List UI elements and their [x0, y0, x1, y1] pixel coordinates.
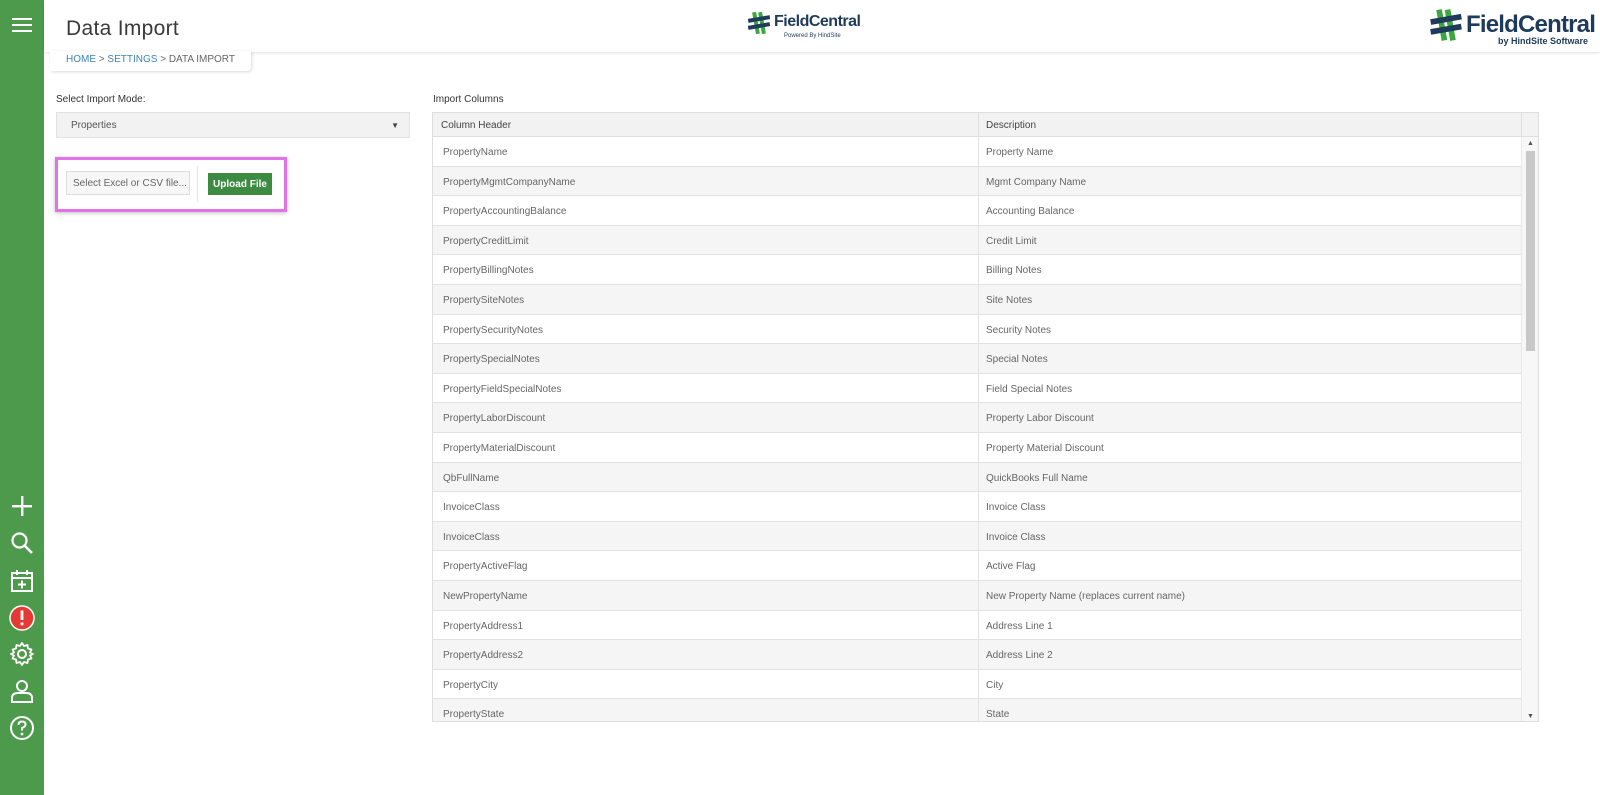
cell-description: Site Notes — [986, 294, 1033, 306]
cell-divider — [978, 226, 979, 255]
cell-description: Address Line 2 — [986, 650, 1053, 662]
sidebar — [0, 0, 44, 795]
cell-column-header: PropertyLaborDiscount — [443, 413, 546, 425]
table-row[interactable] — [433, 226, 1521, 256]
table-row[interactable] — [433, 640, 1521, 670]
cell-column-header: PropertyFieldSpecialNotes — [443, 383, 562, 395]
import-columns-label: Import Columns — [433, 94, 504, 105]
table-row[interactable] — [433, 374, 1521, 404]
profile-button[interactable] — [8, 677, 36, 705]
caret-down-icon: ▼ — [391, 121, 399, 130]
schedule-button[interactable] — [8, 567, 36, 595]
cell-column-header: InvoiceClass — [443, 531, 500, 543]
breadcrumb-separator: > — [98, 54, 105, 65]
cell-divider — [978, 137, 979, 166]
cell-description: Property Material Discount — [986, 442, 1104, 454]
table-row[interactable] — [433, 433, 1521, 463]
upload-divider — [197, 166, 198, 202]
user-icon — [9, 678, 35, 704]
cell-description: Field Special Notes — [986, 383, 1073, 395]
cell-column-header: PropertyMaterialDiscount — [443, 442, 556, 454]
alerts-button[interactable] — [8, 604, 36, 632]
logo-right-tagline: by HindSite Software — [1498, 36, 1589, 46]
cell-description: Accounting Balance — [986, 206, 1075, 218]
cell-description: Active Flag — [986, 561, 1036, 573]
import-columns-table — [432, 112, 1539, 722]
fieldcentral-logo-icon — [748, 11, 770, 35]
cell-description: Invoice Class — [986, 531, 1046, 543]
gear-icon — [9, 641, 35, 667]
cell-divider — [978, 315, 979, 344]
cell-column-header: PropertySpecialNotes — [443, 354, 540, 366]
column-header-heading[interactable]: Column Header — [441, 120, 512, 131]
page-title: Data Import — [66, 17, 180, 40]
breadcrumb-separator: > — [160, 54, 167, 65]
table-row[interactable] — [433, 196, 1521, 226]
table-row[interactable] — [433, 344, 1521, 374]
search-button[interactable] — [8, 529, 36, 557]
scroll-up-arrow-icon[interactable]: ▲ — [1527, 140, 1534, 147]
table-row[interactable] — [433, 255, 1521, 285]
menu-button[interactable] — [8, 11, 36, 39]
cell-divider — [978, 196, 979, 225]
cell-column-header: PropertyAddress2 — [443, 650, 524, 662]
cell-divider — [978, 670, 979, 699]
table-row[interactable] — [433, 522, 1521, 552]
cell-divider — [978, 699, 979, 722]
import-mode-value: Properties — [71, 120, 117, 131]
import-mode-select[interactable] — [56, 112, 410, 138]
cell-column-header: PropertySiteNotes — [443, 294, 525, 306]
cell-description: Security Notes — [986, 324, 1052, 336]
table-row[interactable] — [433, 315, 1521, 345]
logo-right-name: FieldCentral — [1466, 11, 1596, 38]
table-row[interactable] — [433, 551, 1521, 581]
cell-divider — [978, 611, 979, 640]
cell-column-header: PropertyState — [443, 709, 505, 721]
file-select-input[interactable]: Select Excel or CSV file... — [66, 171, 190, 195]
cell-description: Mgmt Company Name — [986, 176, 1087, 188]
logo-center-name: FieldCentral — [774, 13, 861, 30]
cell-divider — [978, 374, 979, 403]
cell-divider — [978, 344, 979, 373]
cell-column-header: PropertyActiveFlag — [443, 561, 528, 573]
table-row[interactable] — [433, 463, 1521, 493]
help-button[interactable] — [8, 714, 36, 742]
cell-divider — [978, 167, 979, 196]
logo-center-tagline: Powered By HindSite — [784, 33, 841, 39]
table-row[interactable] — [433, 403, 1521, 433]
cell-divider — [978, 463, 979, 492]
cell-column-header: PropertyCreditLimit — [443, 235, 529, 247]
breadcrumb-settings[interactable]: SETTINGS — [107, 54, 158, 65]
cell-description: Property Labor Discount — [986, 413, 1094, 425]
cell-description: City — [986, 679, 1004, 691]
scroll-thumb[interactable] — [1526, 151, 1535, 351]
breadcrumb — [50, 51, 251, 71]
table-row[interactable] — [433, 611, 1521, 641]
cell-divider — [978, 403, 979, 432]
upload-file-button[interactable]: Upload File — [208, 173, 272, 195]
cell-description: Credit Limit — [986, 235, 1037, 247]
cell-column-header: PropertyAddress1 — [443, 620, 524, 632]
fieldcentral-logo-center — [748, 11, 861, 43]
help-icon — [9, 715, 35, 741]
header-divider — [1521, 113, 1522, 137]
cell-column-header: PropertySecurityNotes — [443, 324, 544, 336]
cell-column-header: PropertyBillingNotes — [443, 265, 534, 277]
cell-description: QuickBooks Full Name — [986, 472, 1088, 484]
cell-description: New Property Name (replaces current name) — [986, 590, 1185, 602]
cell-description: Property Name — [986, 147, 1054, 158]
add-button[interactable] — [8, 492, 36, 520]
fieldcentral-logo-right — [1430, 8, 1596, 46]
header — [44, 0, 1600, 52]
cell-description: Special Notes — [986, 354, 1048, 366]
calendar-add-icon — [9, 568, 35, 594]
cell-column-header: PropertyName — [443, 147, 508, 158]
table-row[interactable] — [433, 285, 1521, 315]
breadcrumb-home[interactable]: HOME — [66, 54, 96, 65]
table-row[interactable] — [433, 492, 1521, 522]
description-heading[interactable]: Description — [986, 120, 1037, 131]
fieldcentral-logo-icon — [1430, 8, 1462, 42]
cell-column-header: PropertyMgmtCompanyName — [443, 176, 576, 188]
plus-icon — [9, 493, 35, 519]
cell-column-header: InvoiceClass — [443, 502, 500, 514]
import-mode-label: Select Import Mode: — [56, 94, 146, 105]
cell-divider — [978, 285, 979, 314]
scroll-down-arrow-icon[interactable]: ▼ — [1527, 713, 1534, 720]
cell-column-header: NewPropertyName — [443, 590, 528, 602]
header-divider — [978, 113, 979, 137]
cell-divider — [978, 522, 979, 551]
settings-button[interactable] — [8, 640, 36, 668]
cell-divider — [978, 492, 979, 521]
cell-column-header: PropertyAccountingBalance — [443, 206, 567, 218]
table-scrollbar[interactable] — [1521, 137, 1539, 722]
table-row[interactable] — [433, 167, 1521, 197]
cell-description: State — [986, 709, 1010, 721]
cell-column-header: QbFullName — [443, 472, 500, 484]
cell-column-header: PropertyCity — [443, 679, 499, 691]
cell-divider — [978, 433, 979, 462]
cell-divider — [978, 640, 979, 669]
table-row[interactable] — [433, 137, 1521, 167]
upload-panel — [55, 157, 287, 212]
cell-description: Address Line 1 — [986, 620, 1053, 632]
breadcrumb-current: DATA IMPORT — [168, 54, 235, 65]
table-row[interactable] — [433, 699, 1521, 722]
cell-divider — [978, 551, 979, 580]
table-row[interactable] — [433, 670, 1521, 700]
cell-divider — [978, 255, 979, 284]
table-header — [433, 113, 1539, 137]
cell-divider — [978, 581, 979, 610]
cell-description: Invoice Class — [986, 502, 1046, 514]
table-body — [433, 137, 1521, 722]
alert-icon — [9, 605, 35, 631]
cell-description: Billing Notes — [986, 265, 1042, 277]
search-icon — [9, 530, 35, 556]
menu-icon — [9, 12, 35, 38]
table-row[interactable] — [433, 581, 1521, 611]
